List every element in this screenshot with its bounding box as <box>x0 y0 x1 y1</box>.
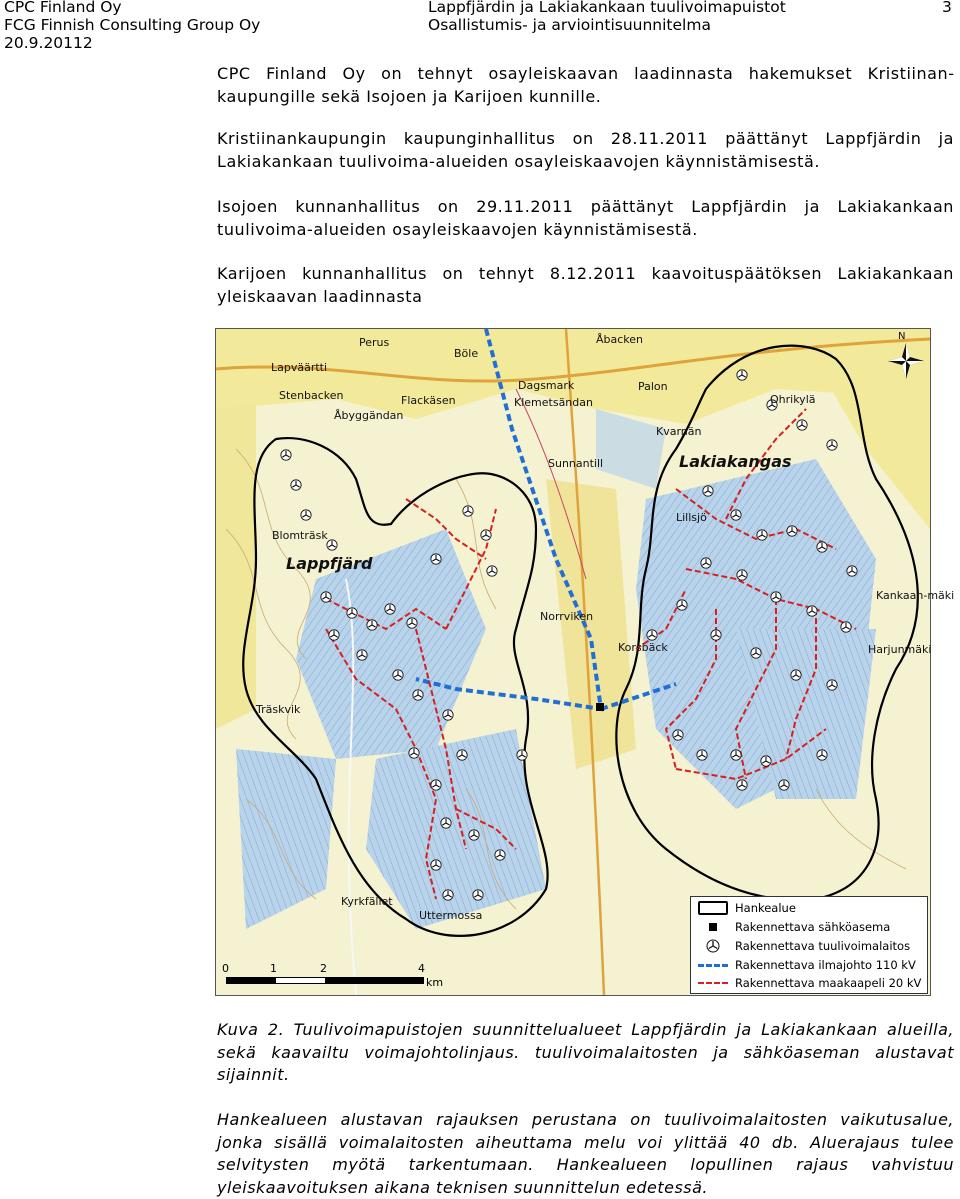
header-title-1: Lappfjärdin ja Lakiakankaan tuulivoimapuistot <box>428 0 786 16</box>
place-ohrikyla: Ohrikylä <box>770 393 816 406</box>
place-kankaanmaki: Kankaan-mäki <box>876 589 955 602</box>
place-uttermossa: Uttermossa <box>419 909 483 922</box>
place-perus: Perus <box>359 336 390 349</box>
legend-row-ground-cable <box>697 974 921 992</box>
legend-label-overhead-line: Rakennettava ilmajohto 110 kV <box>735 958 916 972</box>
scale-bar <box>222 962 442 992</box>
place-abacken: Åbacken <box>596 333 644 346</box>
place-lillsjo: Lillsjö <box>676 511 707 524</box>
scale-bar-graphic <box>226 977 424 984</box>
place-sunnantill: Sunnantill <box>548 457 604 470</box>
place-blomtrask: Blomträsk <box>272 529 328 542</box>
place-traskvik: Träskvik <box>256 703 301 716</box>
area-lappfjard: Lappfjärd <box>286 554 373 573</box>
legend-label-ground-cable: Rakennettava maakaapeli 20 kV <box>735 976 922 990</box>
place-dagsmark: Dagsmark <box>518 379 575 392</box>
paragraph-closing: Hankealueen alustavan rajauksen perustana on tuulivoimalaitosten vaikutusalue, jonka sisällä voimalaitosten aiheuttama melu voi ylittää 40 db. Aluerajaus tulee selvitysten myötä tarkentumaan. Hankealueen lopullinen rajaus vahvistuu yleiskaavoituksen aikana teknisen suunnittelun edetessä. <box>217 1110 954 1197</box>
overhead-line-swatch <box>698 964 728 967</box>
place-klemetsandan: Klemetsändan <box>514 396 593 409</box>
scale-unit: km <box>426 976 444 989</box>
header-date: 20.9.20112 <box>4 34 93 52</box>
place-palon: Palon <box>638 380 668 393</box>
legend-row-substation <box>697 918 890 936</box>
legend-label-boundary: Hankealue <box>735 901 796 915</box>
turbine-icon <box>706 939 720 953</box>
figure-caption: Kuva 2. Tuulivoimapuistojen suunnittelualueet Lappfjärdin ja Lakiakankaan alueilla, sekä kaavailtu voimajohtolinjaus. tuulivoimalaitosten ja sähköaseman alustavat sijainnit. <box>217 1020 954 1084</box>
legend-label-turbine: Rakennettava tuulivoimalaitos <box>735 939 911 953</box>
place-kyrkfallet: Kyrkfället <box>341 895 393 908</box>
paragraph-applications: CPC Finland Oy on tehnyt osayleiskaavan laadinnasta hakemukset Kristiinankaupungille sekä Isojoen ja Karijoen kunnille. <box>217 64 954 106</box>
place-korsback: Korsbäck <box>618 641 668 654</box>
boundary-swatch <box>698 901 728 915</box>
scale-tick-1: 1 <box>270 962 277 975</box>
ground-cable-swatch <box>698 982 728 984</box>
legend-row-overhead-line <box>697 956 916 974</box>
place-kvarnan: Kvarnän <box>656 425 702 438</box>
legend-row-turbine <box>697 937 910 955</box>
substation-swatch <box>709 923 717 931</box>
header-company-1: CPC Finland Oy <box>4 0 122 16</box>
header-company-2: FCG Finnish Consulting Group Oy <box>4 16 261 34</box>
area-lakiakangas: Lakiakangas <box>679 452 792 471</box>
legend-row-boundary <box>697 899 796 917</box>
place-lapvaartti: Lapväärtti <box>271 361 328 374</box>
legend-label-substation: Rakennettava sähköasema <box>735 920 891 934</box>
scale-tick-2: 2 <box>320 962 327 975</box>
compass-north-label: N <box>898 331 906 342</box>
place-stenbacken: Stenbacken <box>279 389 344 402</box>
place-bole: Böle <box>454 347 479 360</box>
paragraph-karijoki: Karijoen kunnanhallitus on tehnyt 8.12.2011 kaavoituspäätöksen Lakiakankaan yleiskaavan laadinnasta <box>217 264 954 306</box>
place-flackasen: Flackäsen <box>401 394 456 407</box>
place-abyggandan: Åbyggändan <box>334 409 404 422</box>
scale-tick-0: 0 <box>222 962 229 975</box>
place-norrviken: Norrviken <box>540 610 594 623</box>
paragraph-kristiinankaupunki: Kristiinankaupungin kaupunginhallitus on 28.11.2011 päättänyt Lappfjärdin ja Lakiakankaan tuulivoima-alueiden osayleiskaavojen käynnistämisestä. <box>217 129 954 171</box>
page-number: 3 <box>942 0 952 16</box>
paragraph-isojoki: Isojoen kunnanhallitus on 29.11.2011 päättänyt Lappfjärdin ja Lakiakankaan tuulivoima-alueiden osayleiskaavojen käynnistämisestä. <box>217 197 954 239</box>
map-legend <box>690 896 928 994</box>
scale-tick-4: 4 <box>418 962 425 975</box>
place-harjunmaki: Harjunmäki <box>868 643 932 656</box>
header-title-2: Osallistumis- ja arviointisuunnitelma <box>428 16 711 34</box>
